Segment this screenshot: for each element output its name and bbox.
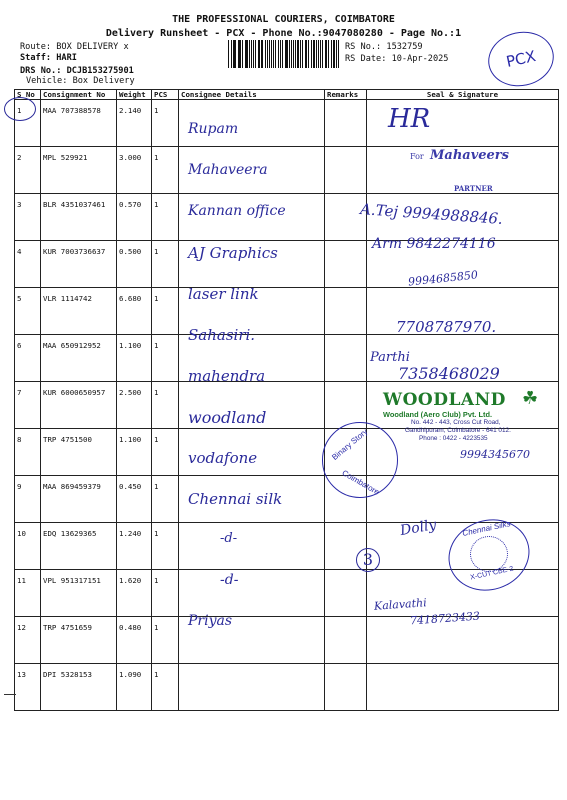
woodland-address1: No. 442 - 443, Cross Cut Road, — [411, 419, 501, 426]
barcode-bar — [273, 40, 274, 68]
barcode-bar — [249, 40, 250, 68]
cell-weight: 2.140 — [117, 100, 152, 147]
barcode-bar — [313, 40, 315, 68]
barcode-bar — [231, 40, 232, 68]
cell-consignment-no: MAA 869459379 — [41, 476, 117, 523]
barcode-bar — [291, 40, 292, 68]
cell-weight: 0.480 — [117, 617, 152, 664]
cell-consignment-no: EDQ 13629365 — [41, 523, 117, 570]
handwritten-consignee: woodland — [188, 408, 267, 427]
cell-consignment-no: VLR 1114742 — [41, 288, 117, 335]
barcode-bar — [275, 40, 276, 68]
barcode-bar — [228, 40, 229, 68]
handwritten-consignee: laser link — [188, 285, 259, 303]
pcx-stamp: PCX — [483, 26, 559, 93]
cell-seal — [367, 476, 559, 523]
sig-row7-name: Parthi — [370, 350, 410, 365]
rs-number: RS No.: 1532759 — [345, 42, 423, 52]
barcode-bar — [265, 40, 266, 68]
cell-weight: 1.090 — [117, 664, 152, 711]
cell-sno: 4 — [15, 241, 41, 288]
handwritten-consignee: mahendra — [188, 367, 266, 385]
cell-consignment-no: KUR 7003736637 — [41, 241, 117, 288]
cell-seal — [367, 664, 559, 711]
vehicle-text: Vehicle: Box Delivery — [26, 76, 135, 86]
chennai-stamp-top: Chennai Silks — [461, 519, 512, 538]
cell-sno: 3 — [15, 194, 41, 241]
handwritten-consignee: Chennai silk — [188, 490, 283, 508]
cell-weight: 1.240 — [117, 523, 152, 570]
barcode-bar — [308, 40, 309, 68]
barcode-bar — [318, 40, 319, 68]
cell-consignment-no: KUR 6000650957 — [41, 382, 117, 429]
cell-remarks — [325, 335, 367, 382]
cell-sno: 7 — [15, 382, 41, 429]
rs-date: RS Date: 10-Apr-2025 — [345, 54, 449, 64]
cell-pcs: 1 — [152, 147, 179, 194]
handwritten-consignee: -d- — [220, 572, 239, 588]
handwritten-consignee: Kannan office — [188, 203, 286, 219]
cell-remarks — [325, 570, 367, 617]
handwritten-consignee: -d- — [220, 531, 238, 546]
cell-pcs: 1 — [152, 664, 179, 711]
cell-consignment-no: MAA 650912952 — [41, 335, 117, 382]
route-text: Route: BOX DELIVERY x — [20, 42, 129, 52]
barcode-bar — [246, 40, 248, 68]
sig-row7-phone: 7358468029 — [398, 364, 500, 383]
row1-circle-mark — [4, 97, 36, 121]
barcode-bar — [261, 40, 263, 68]
cell-consignment-no: BLR 4351037461 — [41, 194, 117, 241]
binary-stamp-bottom: Coimbatore — [340, 468, 381, 497]
cell-remarks — [325, 664, 367, 711]
cell-consignment-no: TRP 4751500 — [41, 429, 117, 476]
cell-consignment-no: MAA 707388578 — [41, 100, 117, 147]
barcode-bar — [326, 40, 327, 68]
cell-sno: 10 — [15, 523, 41, 570]
barcode-bar — [271, 40, 272, 68]
handwritten-consignee: AJ Graphics — [188, 244, 278, 262]
barcode-bar — [234, 40, 236, 68]
barcode-bar — [282, 40, 283, 68]
cell-weight: 1.100 — [117, 429, 152, 476]
barcode-bar — [293, 40, 294, 68]
col-pcs: PCS — [152, 90, 179, 100]
tree-icon: ☘ — [522, 388, 539, 409]
barcode-bar — [286, 40, 287, 68]
sig-row2-name: Mahaveers — [430, 148, 509, 163]
barcode-bar — [251, 40, 252, 68]
handwritten-consignee: Rupam — [188, 121, 239, 137]
cell-weight: 1.620 — [117, 570, 152, 617]
col-sno: S No — [15, 90, 41, 100]
cell-pcs: 1 — [152, 476, 179, 523]
cell-pcs: 1 — [152, 194, 179, 241]
cell-consignment-no: VPL 951317151 — [41, 570, 117, 617]
cell-pcs: 1 — [152, 335, 179, 382]
woodland-logo-text: WOODLAND — [383, 390, 506, 410]
cell-sno: 9 — [15, 476, 41, 523]
cell-remarks — [325, 288, 367, 335]
barcode-bar — [328, 40, 329, 68]
binary-stamp-top: Binary Story — [330, 427, 370, 462]
company-title: THE PROFESSIONAL COURIERS, COIMBATORE — [172, 14, 395, 25]
col-remarks: Remarks — [325, 90, 367, 100]
sig-row4: Arm 9842274116 — [372, 236, 496, 252]
barcode-bar — [316, 40, 317, 68]
table-row — [15, 617, 559, 664]
barcode-bar — [325, 40, 326, 68]
handwritten-consignee: Mahaveera — [188, 162, 268, 178]
barcode-bar — [245, 40, 246, 68]
barcode-bar — [322, 40, 323, 68]
barcode — [228, 40, 340, 68]
cell-weight: 2.500 — [117, 382, 152, 429]
cell-weight: 1.100 — [117, 335, 152, 382]
barcode-bar — [333, 40, 335, 68]
barcode-bar — [338, 40, 339, 68]
cell-pcs: 1 — [152, 523, 179, 570]
col-consignee: Consignee Details — [179, 90, 325, 100]
barcode-bar — [300, 40, 301, 68]
cell-sno: 5 — [15, 288, 41, 335]
cell-sno: 13 — [15, 664, 41, 711]
barcode-bar — [289, 40, 290, 68]
woodland-phone: Phone : 0422 - 4223535 — [419, 435, 488, 442]
cell-pcs: 1 — [152, 382, 179, 429]
col-weight: Weight — [117, 90, 152, 100]
cell-consignee — [179, 664, 325, 711]
cell-consignee — [179, 570, 325, 617]
cell-pcs: 1 — [152, 288, 179, 335]
cell-remarks — [325, 241, 367, 288]
cell-weight: 0.450 — [117, 476, 152, 523]
cell-consignee — [179, 523, 325, 570]
cell-weight: 3.000 — [117, 147, 152, 194]
cell-pcs: 1 — [152, 570, 179, 617]
sig-row11: Dolly — [398, 516, 438, 540]
cell-pcs: 1 — [152, 429, 179, 476]
cell-pcs: 1 — [152, 100, 179, 147]
barcode-bar — [233, 40, 234, 68]
barcode-bar — [258, 40, 259, 68]
barcode-bar — [305, 40, 306, 68]
handwritten-consignee: Priyas — [188, 613, 233, 629]
barcode-bar — [320, 40, 321, 68]
sig-row2-for: For — [410, 152, 424, 161]
chennai-stamp-bottom: X-CUT CBE-2 — [469, 565, 515, 582]
barcode-bar — [297, 40, 299, 68]
cell-sno: 8 — [15, 429, 41, 476]
cell-pcs: 1 — [152, 617, 179, 664]
cell-sno: 11 — [15, 570, 41, 617]
barcode-bar — [285, 40, 286, 68]
sig-row3: A.Tej 9994988846. — [359, 200, 504, 228]
cell-sno: 1 — [15, 100, 41, 147]
woodland-address2: Gandhipuram, Coimbatore - 641 012. — [405, 427, 511, 434]
cell-consignment-no: MPL 529921 — [41, 147, 117, 194]
table-row — [15, 664, 559, 711]
sig-row6: 7708787970. — [396, 318, 497, 336]
barcode-bar — [306, 40, 307, 68]
barcode-bar — [259, 40, 260, 68]
barcode-bar — [267, 40, 268, 68]
cell-remarks — [325, 617, 367, 664]
sig-row1: HR — [388, 104, 431, 134]
barcode-bar — [269, 40, 270, 68]
barcode-bar — [295, 40, 296, 68]
barcode-bar — [239, 40, 240, 68]
cell-sno: 12 — [15, 617, 41, 664]
barcode-bar — [278, 40, 279, 68]
cell-consignment-no: DPI 5328153 — [41, 664, 117, 711]
barcode-bar — [255, 40, 256, 68]
cell-pcs: 1 — [152, 241, 179, 288]
sig-row11-mark: 3 — [356, 548, 380, 572]
barcode-bar — [302, 40, 303, 68]
barcode-bar — [253, 40, 254, 68]
drs-number: DRS No.: DCJB153275901 — [20, 66, 134, 76]
sig-row2-partner: PARTNER — [454, 184, 493, 193]
handwritten-consignee: Sahasiri. — [188, 326, 256, 344]
sig-row9: 9994345670 — [460, 448, 530, 461]
barcode-bar — [242, 40, 243, 68]
barcode-bar — [238, 40, 239, 68]
table-row — [15, 476, 559, 523]
cell-remarks — [325, 147, 367, 194]
cell-sno: 2 — [15, 147, 41, 194]
cell-weight: 0.500 — [117, 241, 152, 288]
cell-sno: 6 — [15, 335, 41, 382]
barcode-bar — [311, 40, 312, 68]
cell-consignment-no: TRP 4751659 — [41, 617, 117, 664]
col-consignment: Consignment No — [41, 90, 117, 100]
table-row — [15, 100, 559, 147]
barcode-bar — [280, 40, 282, 68]
woodland-company: Woodland (Aero Club) Pvt. Ltd. — [383, 410, 493, 419]
cell-weight: 6.680 — [117, 288, 152, 335]
sig-row13-phone: 7418723433 — [409, 609, 481, 628]
page-mark — [4, 694, 16, 695]
runsheet-title: Delivery Runsheet - PCX - Phone No.:9047080280 - Page No.:1 — [105, 28, 462, 39]
staff-text: Staff: HARI — [20, 53, 77, 63]
sig-row5: 9994685850 — [407, 268, 479, 289]
table-header-row — [15, 90, 559, 100]
sig-row13-name: Kalavathi — [373, 596, 428, 613]
barcode-bar — [331, 40, 332, 68]
cell-weight: 0.570 — [117, 194, 152, 241]
cell-remarks — [325, 100, 367, 147]
barcode-bar — [336, 40, 337, 68]
handwritten-consignee: vodafone — [188, 449, 258, 467]
col-seal: Seal & Signature — [367, 90, 559, 100]
